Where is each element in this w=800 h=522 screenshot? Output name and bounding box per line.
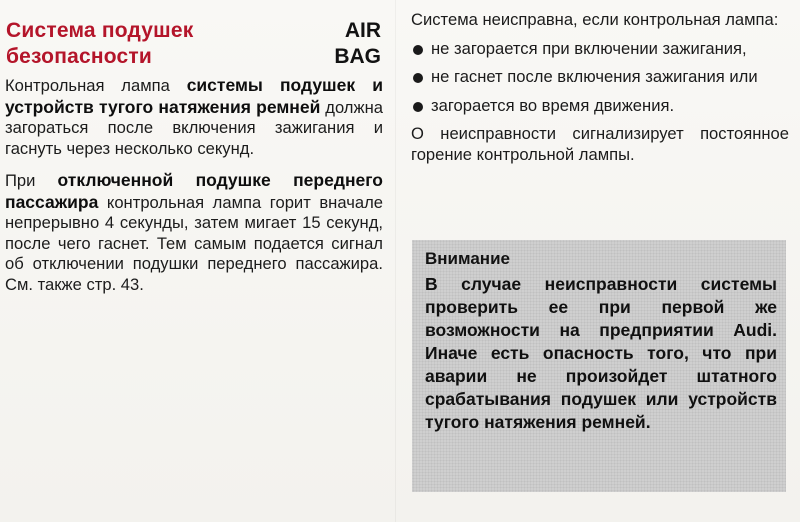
list-item-text: не загорается при включении зажигания,: [431, 38, 747, 58]
para1-bold-phrase: системы подушек и устройств тугого натяжения ремней: [5, 75, 383, 117]
section-header: [5, 18, 383, 70]
para1-text-start: Контрольная лампа: [5, 76, 187, 95]
right-column: [411, 10, 789, 165]
list-item: [411, 67, 789, 88]
bullet-icon: [413, 45, 423, 55]
list-item: [411, 96, 789, 117]
fault-intro: Система неисправна, если контрольная лампа:: [411, 10, 779, 29]
section-title: Система подушек безопасности: [6, 19, 194, 68]
bullet-icon: [413, 102, 423, 112]
fault-conditions-list: [411, 39, 789, 117]
warning-box: [412, 240, 786, 492]
column-divider: [395, 0, 396, 522]
warning-text: В случае неисправности системы проверить ее при первой же возможности на предприятии Audi. Иначе есть опасность того, что при аварии не произойдет штатного срабатывания подушек или устройств тугого натяжения ремней.: [425, 274, 777, 432]
para2-text-end: контрольная лампа горит вначале непрерывно 4 секунды, затем мигает 15 секунд, после чего гаснет. Тем самым подается сигнал об отключении подушки переднего пассажира. См. также стр. 43.: [5, 192, 383, 294]
warning-content: [425, 248, 777, 434]
list-item: [411, 39, 789, 60]
paragraph-passenger-airbag-off: [5, 170, 383, 295]
list-item-text: не гаснет после включения зажигания или: [431, 67, 758, 86]
para2-bold-phrase: отключенной подушке переднего пассажира: [5, 170, 383, 212]
para1-text-end: должна загораться после включения зажигания и гаснуть через несколько секунд.: [5, 97, 383, 158]
para2-text-start: При: [5, 171, 58, 190]
left-column: [5, 18, 383, 295]
list-item-text: загорается во время движения.: [431, 95, 675, 115]
fault-notice: О неисправности сигнализирует постоянное горение контрольной лампы.: [411, 124, 789, 164]
air-bag-tag-line2: BAG: [334, 45, 381, 68]
warning-title: Внимание: [425, 249, 510, 268]
air-bag-tag: [334, 18, 381, 70]
paragraph-warning-lamp: [5, 75, 383, 159]
air-bag-tag-line1: AIR: [344, 19, 381, 42]
bullet-icon: [413, 73, 423, 83]
